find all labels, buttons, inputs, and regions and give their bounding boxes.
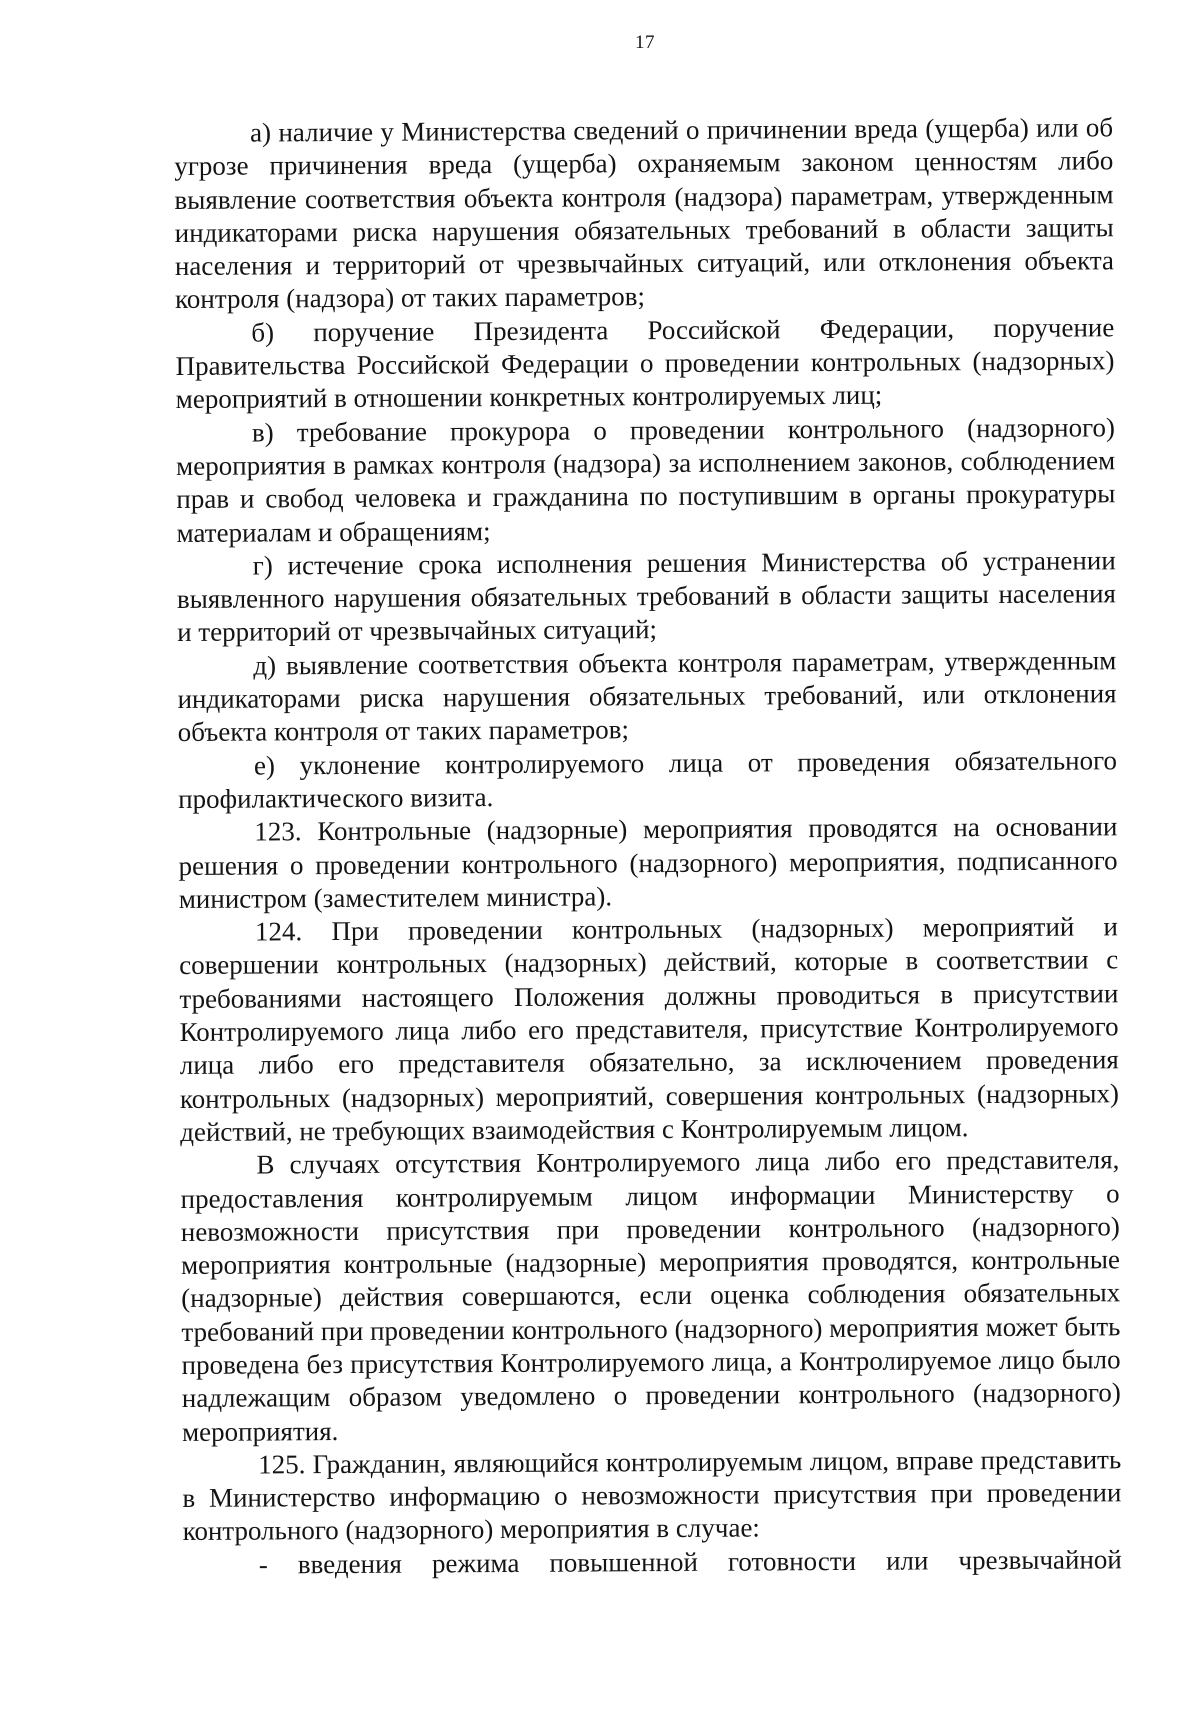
paragraph-item-b: б) поручение Президента Российской Федерации, поручение Правительства Российской Федерации о проведении контрольных (надзорных) мероприятий в отношении конкретных контролируемых лиц; xyxy=(175,312,1115,415)
paragraph-item-v: в) требование прокурора о проведении контрольного (надзорного) мероприятия в рамках контроля (надзора) за исполнением законов, соблюдением прав и свобод человека и гражданина по поступившим в органы прокуратуры материалам и обращениям; xyxy=(176,411,1116,548)
paragraph-item-d: д) выявление соответствия объекта контроля параметрам, утвержденным индикаторами риска нарушения обязательных требований, или отклонения объекта контроля от таких параметров; xyxy=(177,645,1117,748)
page-number: 17 xyxy=(635,32,655,53)
paragraph-clause-125: 125. Гражданин, являющийся контролируемым лицом, вправе представить в Министерство информацию о невозможности присутствия при проведении контрольного (надзорного) мероприятия в случае: xyxy=(182,1444,1122,1547)
paragraph-clause-124-cont: В случаях отсутствия Контролируемого лица либо его представителя, предоставления контролируемым лицом информации Министерству о невозможности присутствия при проведении контрольного (надзорного) мероприятия контрольные (надзорные) мероприятия проводятся, контрольные (надзорные) действия совершаются, если оценка соблюдения обязательных требований при проведении контрольного (надзорного) мероприятия может быть проведена без присутствия Контролируемого лица, а Контролируемое лицо было надлежащим образом уведомлено о проведении контрольного (надзорного) мероприятия. xyxy=(180,1144,1121,1447)
paragraph-item-a: а) наличие у Министерства сведений о причинении вреда (ущерба) или об угрозе причинения вреда (ущерба) охраняемым законом ценностям либо выявление соответствия объекта контроля (надзора) параметрам, утвержденным индикаторами риска нарушения обязательных требований в области защиты населения и территорий от чрезвычайных ситуаций, или отклонения объекта контроля (надзора) от таких параметров; xyxy=(174,112,1114,315)
list-item-dash: - введения режима повышенной готовности или чрезвычайной xyxy=(258,1544,1122,1580)
paragraph-item-g: г) истечение срока исполнения решения Министерства об устранении выявленного нарушения обязательных требований в области защиты населения и территорий от чрезвычайных ситуаций; xyxy=(176,545,1117,648)
paragraph-clause-123: 123. Контрольные (надзорные) мероприятия проводятся на основании решения о проведении контрольного (надзорного) мероприятия, подписанного министром (заместителем министра). xyxy=(178,811,1118,914)
paragraph-clause-124: 124. При проведении контрольных (надзорных) мероприятий и совершении контрольных (надзорных) действий, которые в соответствии с требованиями настоящего Положения должны проводиться в присутствии Контролируемого лица либо его представителя, присутствие Контролируемого лица либо его представителя обязательно, за исключением проведения контрольных (надзорных) мероприятий, совершения контрольных (надзорных) действий, не требующих взаимодействия с Контролируемым лицом. xyxy=(179,911,1120,1147)
paragraph-item-e: е) уклонение контролируемого лица от проведения обязательного профилактического визита. xyxy=(178,744,1118,814)
document-body xyxy=(174,111,1122,1582)
